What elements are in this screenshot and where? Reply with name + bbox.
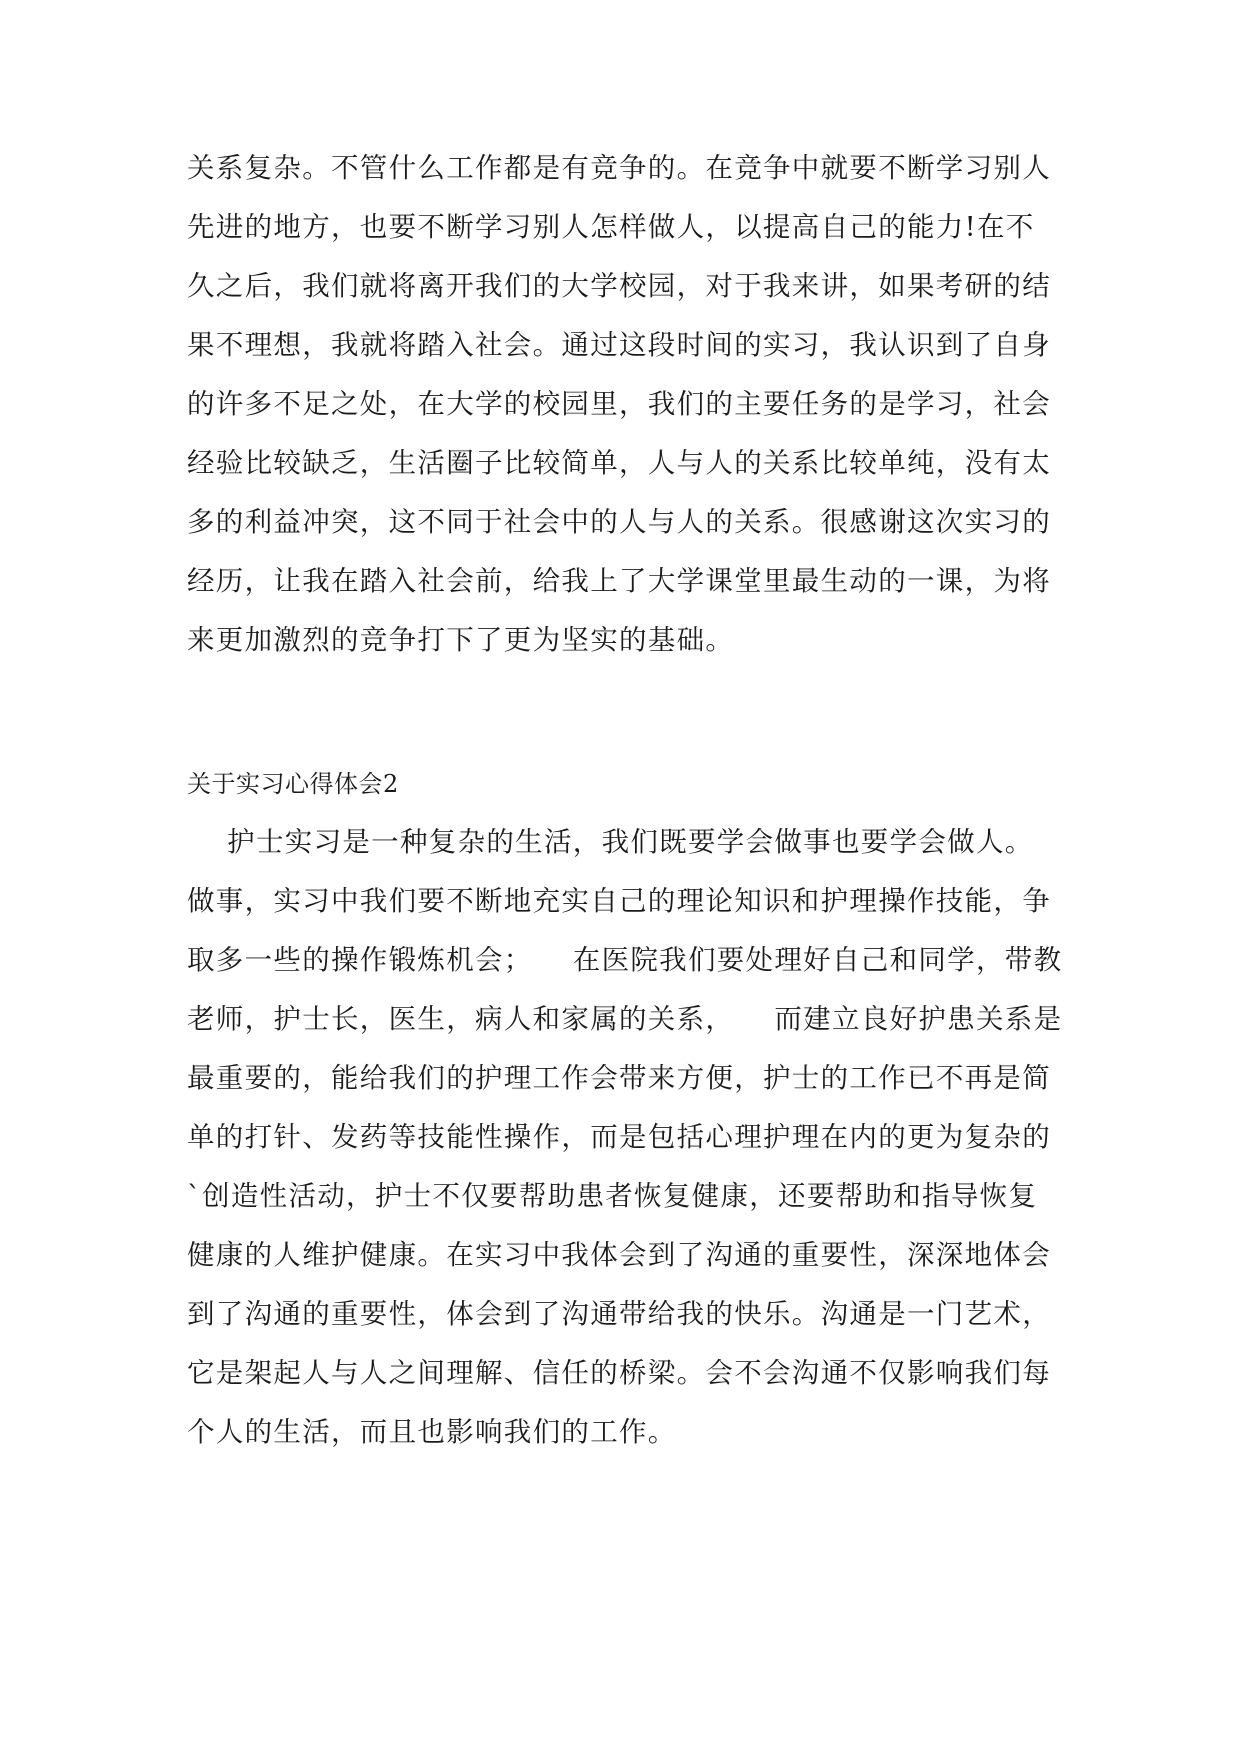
paragraph-1-line: 先进的地方，也要不断学习别人怎样做人，以提高自己的能力!在不	[187, 211, 1035, 243]
paragraph-1-line: 果不理想，我就将踏入社会。通过这段时间的实习，我认识到了自身	[187, 329, 1051, 361]
paragraph-2-line: 最重要的，能给我们的护理工作会带来方便，护士的工作已不再是简	[187, 1062, 1051, 1094]
paragraph-2-line: 它是架起人与人之间理解、信任的桥梁。会不会沟通不仅影响我们每	[187, 1357, 1051, 1389]
section-heading: 关于实习心得体会2	[187, 770, 399, 798]
paragraph-2-line: 健康的人维护健康。在实习中我体会到了沟通的重要性，深深地体会	[187, 1239, 1051, 1271]
paragraph-1-line: 的许多不足之处，在大学的校园里，我们的主要任务的是学习，社会	[187, 388, 1051, 420]
paragraph-1-line: 多的利益冲突，这不同于社会中的人与人的关系。很感谢这次实习的	[187, 506, 1051, 538]
paragraph-2-line: 取多一些的操作锻炼机会； 在医院我们要处理好自己和同学，带教	[187, 944, 1063, 976]
paragraph-1-line: 经历，让我在踏入社会前，给我上了大学课堂里最生动的一课，为将	[187, 565, 1051, 597]
paragraph-1-line: 关系复杂。不管什么工作都是有竞争的。在竞争中就要不断学习别人	[187, 152, 1051, 184]
paragraph-2-line: 单的打针、发药等技能性操作，而是包括心理护理在内的更为复杂的	[187, 1121, 1051, 1153]
paragraph-1-line: 久之后，我们就将离开我们的大学校园，对于我来讲，如果考研的结	[187, 270, 1051, 302]
paragraph-2-line: 护士实习是一种复杂的生活，我们既要学会做事也要学会做人。	[187, 826, 1034, 858]
paragraph-2-line: 老师，护士长，医生，病人和家属的关系， 而建立良好护患关系是	[187, 1003, 1063, 1035]
paragraph-1-line: 经验比较缺乏，生活圈子比较简单，人与人的关系比较单纯，没有太	[187, 447, 1051, 479]
paragraph-2-line: 到了沟通的重要性，体会到了沟通带给我的快乐。沟通是一门艺术，	[187, 1298, 1051, 1330]
paragraph-2-line: `创造性活动，护士不仅要帮助患者恢复健康，还要帮助和指导恢复	[187, 1180, 1038, 1212]
paragraph-2-line: 做事，实习中我们要不断地充实自己的理论知识和护理操作技能，争	[187, 885, 1051, 917]
paragraph-1-line: 来更加激烈的竞争打下了更为坚实的基础。	[187, 624, 735, 656]
paragraph-2-line: 个人的生活，而且也影响我们的工作。	[187, 1416, 677, 1448]
